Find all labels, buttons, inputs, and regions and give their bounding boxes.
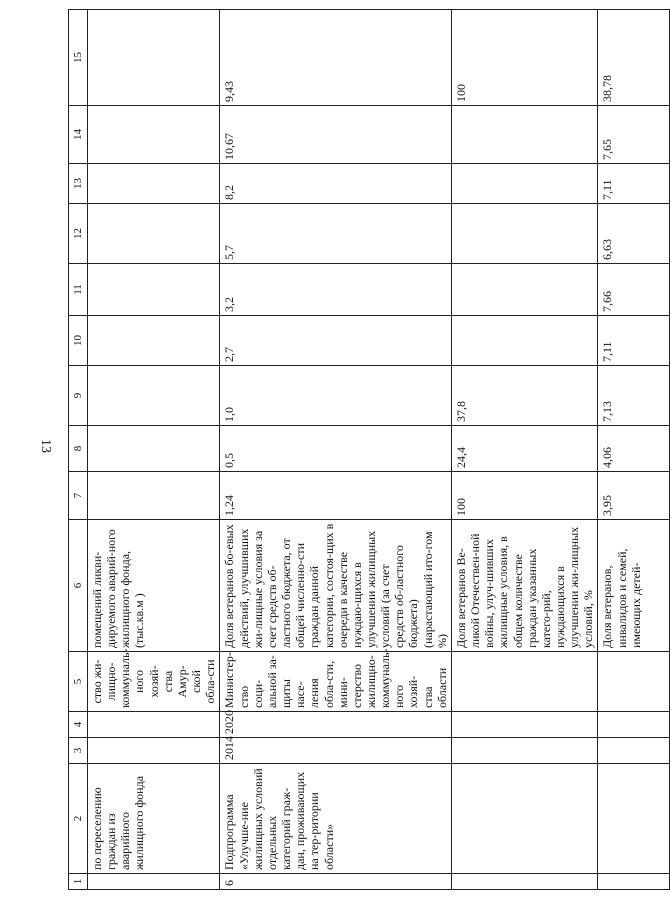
- column-header: 10: [69, 316, 88, 366]
- table-row: [598, 10, 670, 890]
- column-header: 11: [69, 264, 88, 316]
- table-cell: [88, 426, 220, 472]
- table-cell: Доля ветеранов Ве-ликой Отечествен-ной войны, улуч-шивших жилищные условия, в общем количестве граждан указанных катего-рий, нуждающихся в улучшении жи-лищных условий, %: [451, 520, 598, 652]
- table-cell: ство жи-лищно-коммуналь-ного хозяй-ства Амур-ской обла-сти: [88, 652, 220, 712]
- table-cell: 100: [451, 472, 598, 520]
- column-header: 2: [69, 764, 88, 874]
- page-number: 13: [38, 439, 53, 453]
- table-cell: [88, 738, 220, 764]
- table-cell: [88, 204, 220, 264]
- table-cell: 9,43: [220, 10, 452, 106]
- table-cell: Доля ветеранов, инвалидов и семей, имеющих детей-: [598, 520, 670, 652]
- column-header: 8: [69, 426, 88, 472]
- table-cell: [88, 472, 220, 520]
- table-cell: [598, 764, 670, 874]
- table-cell: 7,11: [598, 316, 670, 366]
- table-cell: [451, 738, 598, 764]
- table-cell: 4,06: [598, 426, 670, 472]
- table-row: [88, 10, 220, 890]
- table-cell: 5,7: [220, 204, 452, 264]
- table-cell: 7,13: [598, 366, 670, 426]
- column-header: 5: [69, 652, 88, 712]
- table-cell: [88, 106, 220, 164]
- column-header: 7: [69, 472, 88, 520]
- table-cell: 6: [220, 874, 452, 890]
- table-cell: 2,7: [220, 316, 452, 366]
- column-header: 14: [69, 106, 88, 164]
- table-cell: [88, 874, 220, 890]
- table-cell: 8,2: [220, 164, 452, 204]
- column-header: 1: [69, 874, 88, 890]
- table-cell: Доля ветеранов бо-евых действий, улучшивших жи-лищные условия за счет средств об-ластного бюджета, от общей численно-сти граждан данной категории, состоя-щих в очереди в качестве нуждаю-щихся в улучшении жилищных условий (за счет средств об-ластного бюджета) (нарастающий ито-гом %): [220, 520, 452, 652]
- table-cell: [451, 712, 598, 738]
- table-cell: [451, 106, 598, 164]
- table-cell: [598, 652, 670, 712]
- table-cell: по переселению граждан из аварийного жилищного фонда: [88, 764, 220, 874]
- table-cell: помещений ликви-дируемого аварий-ного жилищного фонда, (тыс.кв.м ): [88, 520, 220, 652]
- column-header: 9: [69, 366, 88, 426]
- table-cell: [451, 874, 598, 890]
- table-cell: 10,67: [220, 106, 452, 164]
- table-cell: [451, 316, 598, 366]
- table-cell: [598, 712, 670, 738]
- column-header: 12: [69, 204, 88, 264]
- table-cell: [451, 764, 598, 874]
- column-header: 6: [69, 520, 88, 652]
- table-cell: [88, 10, 220, 106]
- table-cell: Подпрограмма «Улучше-ние жилищных условий отдельных категорий граж-дан, проживающих на тер-ритории области»: [220, 764, 452, 874]
- header-row: [69, 10, 88, 890]
- table-cell: [451, 164, 598, 204]
- table-cell: 2020: [220, 712, 452, 738]
- column-header: 15: [69, 10, 88, 106]
- table-cell: 37,8: [451, 366, 598, 426]
- table-cell: [598, 874, 670, 890]
- table-cell: 38,78: [598, 10, 670, 106]
- indicators-table: [68, 9, 670, 890]
- table-cell: 1,0: [220, 366, 452, 426]
- table-cell: Министер-ство соци-альной за-щиты насе-ления обла-сти, мини-стерство жилищно-коммуналь-ного хозяй-ства области: [220, 652, 452, 712]
- column-header: 3: [69, 738, 88, 764]
- table-cell: [88, 316, 220, 366]
- table-cell: 7,66: [598, 264, 670, 316]
- table-cell: 6,63: [598, 204, 670, 264]
- table-cell: [598, 738, 670, 764]
- table-cell: [451, 264, 598, 316]
- table-row: [220, 10, 452, 890]
- table-cell: 100: [451, 10, 598, 106]
- table-cell: [88, 264, 220, 316]
- table-cell: 7,65: [598, 106, 670, 164]
- column-header: 13: [69, 164, 88, 204]
- table-cell: [88, 164, 220, 204]
- table-cell: [88, 712, 220, 738]
- table-cell: 7,11: [598, 164, 670, 204]
- table-cell: [451, 204, 598, 264]
- table-cell: [451, 652, 598, 712]
- table-cell: 3,2: [220, 264, 452, 316]
- table-cell: 2014: [220, 738, 452, 764]
- table-cell: 1,24: [220, 472, 452, 520]
- table-cell: 24,4: [451, 426, 598, 472]
- table-cell: 3,95: [598, 472, 670, 520]
- column-header: 4: [69, 712, 88, 738]
- table-cell: [88, 366, 220, 426]
- rotated-table-container: [68, 10, 643, 890]
- table-cell: 0,5: [220, 426, 452, 472]
- table-row: [451, 10, 598, 890]
